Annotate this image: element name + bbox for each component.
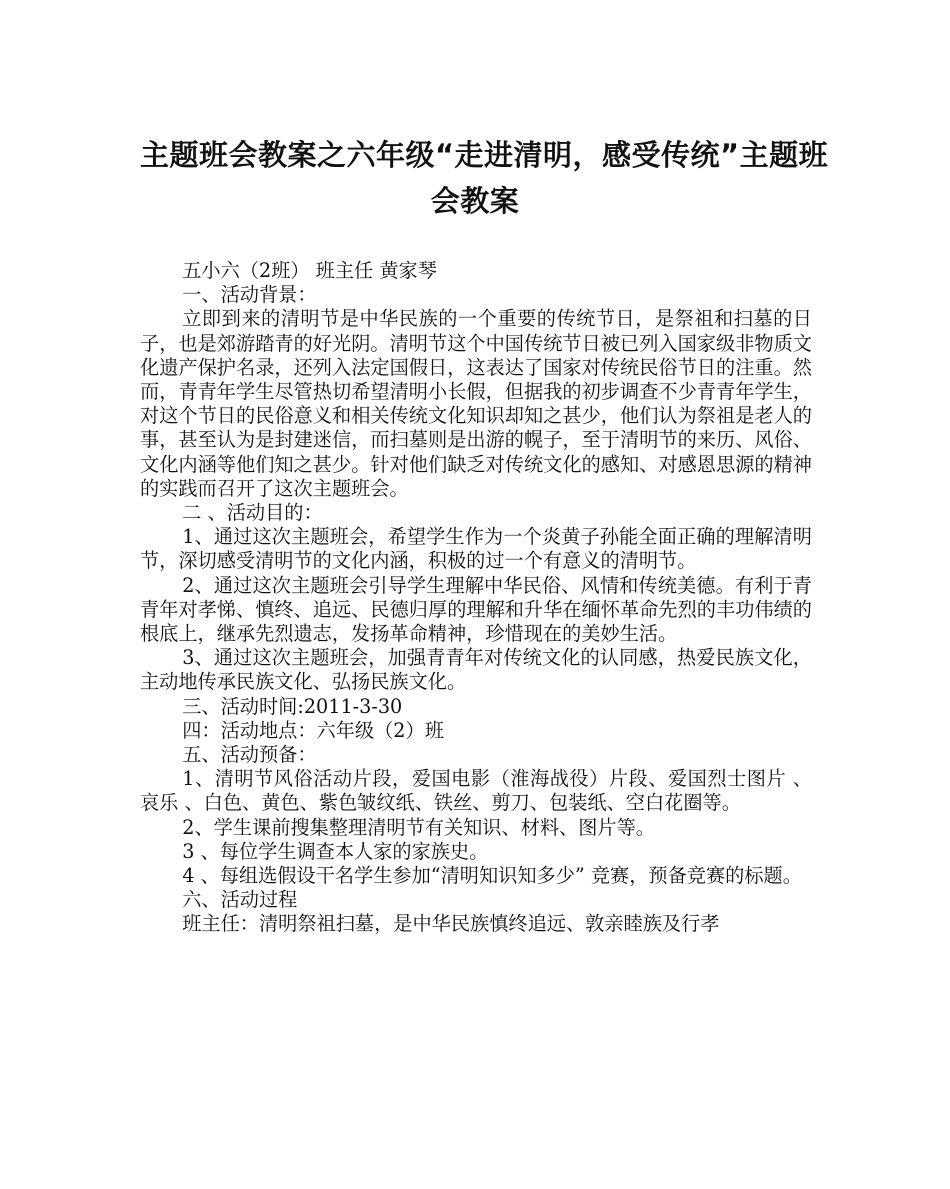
- section-heading-background: 一、活动背景：: [182, 283, 317, 307]
- class-teacher-line: 五小六（2班） 班主任 黄家琴: [182, 259, 437, 282]
- section-heading-location: 四：活动地点：六年级（2）班: [182, 718, 444, 742]
- paragraph-purpose-2: 2、通过这次主题班会引导学生理解中华民俗、风情和传统美德。有利于青青年对孝悌、慎终、追远、民德归厚的理解和升华在缅怀革命先烈的丰功伟绩的根底上，继承先烈遗志，发扬革命精神，珍惜现在的美妙生活。: [140, 573, 812, 646]
- title-line-1: 主题班会教案之六年级“走进清明，感受传统”主题班: [140, 138, 829, 172]
- section-heading-purpose: 二 、活动目的：: [182, 501, 323, 525]
- section-heading-preparation: 五、活动预备：: [182, 743, 317, 767]
- paragraph-preparation-4: 4 、每组选假设干名学生参加“清明知识知多少” 竞赛，预备竞赛的标题。: [182, 864, 802, 888]
- document-title: [140, 132, 829, 224]
- paragraph-preparation-2: 2、学生课前搜集整理清明节有关知识、材料、图片等。: [182, 815, 655, 839]
- document-body: [140, 259, 812, 937]
- paragraph-preparation-1: 1、清明节风俗活动片段，爱国电影（淮海战役）片段、爱国烈士图片 、哀乐 、白色、黄色、紫色皱纹纸、铁丝、剪刀、包装纸、空白花圈等。: [140, 767, 812, 815]
- paragraph-purpose-3: 3、通过这次主题班会，加强青青年对传统文化的认同感，热爱民族文化，主动地传承民族文化、弘扬民族文化。: [140, 646, 812, 694]
- section-heading-time: 三、活动时间:2011-3-30: [182, 694, 403, 718]
- paragraph-process-teacher: 班主任：清明祭祖扫墓，是中华民族慎终追远、敦亲睦族及行孝: [182, 912, 720, 936]
- title-line-2: 会教案: [430, 184, 520, 218]
- paragraph-background: 立即到来的清明节是中华民族的一个重要的传统节日，是祭祖和扫墓的日子，也是郊游踏青的好光阴。清明节这个中国传统节日被已列入国家级非物质文化遗产保护名录，还列入法定国假日，这表达了国家对传统民俗节日的注重。然而，青青年学生尽管热切希望清明小长假，但据我的初步调查不少青青年学生，对这个节日的民俗意义和相关传统文化知识却知之甚少，他们认为祭祖是老人的事，甚至认为是封建迷信，而扫墓则是出游的幌子，至于清明节的来历、风俗、文化内涵等他们知之甚少。针对他们缺乏对传统文化的感知、对感恩思源的精神的实践而召开了这次主题班会。: [140, 307, 812, 500]
- paragraph-preparation-3: 3 、每位学生调查本人家的家族史。: [182, 839, 489, 863]
- paragraph-purpose-1: 1、通过这次主题班会，希望学生作为一个炎黄子孙能全面正确的理解清明节，深切感受清明节的文化内涵，积极的过一个有意义的清明节。: [140, 525, 812, 573]
- section-heading-process: 六、活动过程: [182, 888, 298, 912]
